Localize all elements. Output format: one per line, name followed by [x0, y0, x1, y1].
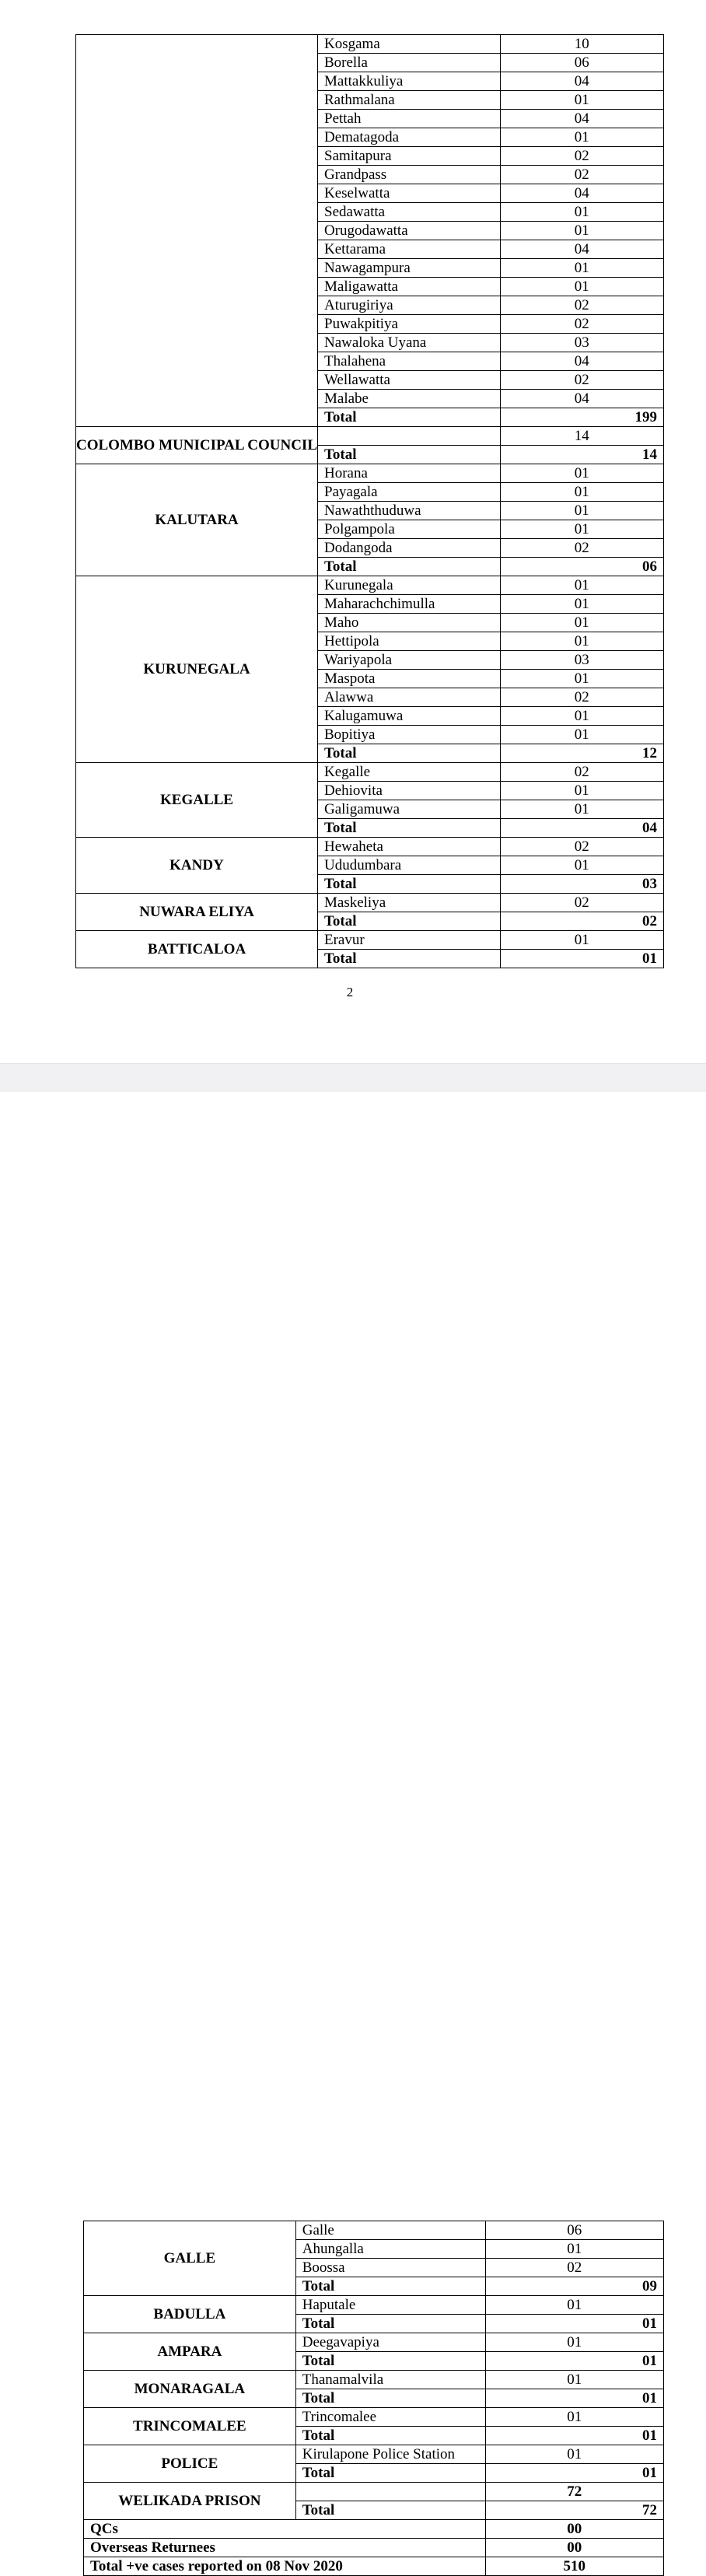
location-name: Boossa — [295, 2259, 485, 2277]
location-name: Maharachchimulla — [318, 595, 501, 614]
location-name: Alawwa — [318, 688, 501, 707]
location-name: Borella — [318, 54, 501, 72]
total-value: 01 — [500, 950, 663, 968]
summary-label: Total +ve cases reported on 08 Nov 2020 — [84, 2557, 486, 2576]
total-label: Total — [318, 408, 501, 427]
case-count: 01 — [500, 856, 663, 875]
district-cases-table-page-1 — [75, 34, 664, 968]
location-name: Grandpass — [318, 166, 501, 184]
location-name: Thalahena — [318, 352, 501, 371]
report-page-1 — [0, 0, 706, 1063]
location-name: Malabe — [318, 390, 501, 408]
case-count: 01 — [500, 595, 663, 614]
location-name: Horana — [318, 464, 501, 483]
total-value: 02 — [500, 912, 663, 931]
case-count: 01 — [500, 782, 663, 800]
case-count: 02 — [500, 371, 663, 390]
location-name: Wellawatta — [318, 371, 501, 390]
district-name: GALLE — [84, 2221, 296, 2296]
total-value: 06 — [500, 558, 663, 576]
location-row — [84, 2408, 664, 2427]
total-label: Total — [318, 912, 501, 931]
location-row — [76, 838, 664, 856]
location-name: Maskeliya — [318, 894, 501, 912]
case-count: 01 — [500, 203, 663, 222]
location-row — [76, 35, 664, 54]
location-name: Galle — [295, 2221, 485, 2240]
total-label: Total — [318, 446, 501, 464]
district-name: KEGALLE — [76, 763, 318, 838]
district-name: MONARAGALA — [84, 2371, 296, 2408]
case-count: 03 — [500, 651, 663, 670]
district-name: KANDY — [76, 838, 318, 894]
case-count: 01 — [500, 800, 663, 819]
location-name: Mattakkuliya — [318, 72, 501, 91]
summary-label: Overseas Returnees — [84, 2539, 486, 2557]
total-value: 72 — [485, 2501, 663, 2520]
district-name: AMPARA — [84, 2333, 296, 2371]
total-value: 01 — [485, 2352, 663, 2371]
total-label: Total — [295, 2427, 485, 2445]
case-count: 01 — [500, 707, 663, 726]
location-row — [84, 2371, 664, 2389]
total-label: Total — [295, 2501, 485, 2520]
case-count: 02 — [500, 166, 663, 184]
case-count: 01 — [500, 259, 663, 278]
location-row — [76, 576, 664, 595]
location-name: Deegavapiya — [295, 2333, 485, 2352]
case-count: 01 — [485, 2408, 663, 2427]
location-name: Kirulapone Police Station — [295, 2445, 485, 2464]
case-count: 01 — [500, 222, 663, 240]
total-label: Total — [295, 2315, 485, 2333]
case-count: 01 — [500, 91, 663, 110]
report-page-2 — [0, 1092, 706, 2574]
case-count: 02 — [500, 296, 663, 315]
summary-value: 00 — [485, 2539, 663, 2557]
total-value: 12 — [500, 744, 663, 763]
case-count: 04 — [500, 184, 663, 203]
case-count: 04 — [500, 240, 663, 259]
location-name: Sedawatta — [318, 203, 501, 222]
case-count: 04 — [500, 390, 663, 408]
district-name: KURUNEGALA — [76, 576, 318, 763]
total-label: Total — [295, 2277, 485, 2296]
location-name: Eravur — [318, 931, 501, 950]
case-count: 01 — [500, 614, 663, 632]
case-count: 10 — [500, 35, 663, 54]
case-count: 01 — [485, 2240, 663, 2259]
case-count: 01 — [485, 2371, 663, 2389]
location-row — [84, 2333, 664, 2352]
summary-value: 510 — [485, 2557, 663, 2576]
total-value: 04 — [500, 819, 663, 838]
total-value: 14 — [500, 446, 663, 464]
location-row — [84, 2221, 664, 2240]
location-name: Polgampola — [318, 520, 501, 539]
total-value: 09 — [485, 2277, 663, 2296]
case-count: 06 — [500, 54, 663, 72]
location-name: Dehiovita — [318, 782, 501, 800]
case-count: 02 — [500, 315, 663, 334]
location-name: Ududumbara — [318, 856, 501, 875]
location-name: Aturugiriya — [318, 296, 501, 315]
total-value: 01 — [485, 2427, 663, 2445]
case-count: 01 — [485, 2296, 663, 2315]
total-label: Total — [318, 744, 501, 763]
location-row — [76, 763, 664, 782]
case-count: 01 — [500, 520, 663, 539]
case-count: 01 — [485, 2333, 663, 2352]
district-name: WELIKADA PRISON — [84, 2483, 296, 2520]
total-value: 199 — [500, 408, 663, 427]
total-label: Total — [295, 2464, 485, 2483]
summary-row — [84, 2520, 664, 2539]
location-name: Wariyapola — [318, 651, 501, 670]
case-count: 01 — [485, 2445, 663, 2464]
case-count: 02 — [500, 539, 663, 558]
district-name: TRINCOMALEE — [84, 2408, 296, 2445]
location-name: Ahungalla — [295, 2240, 485, 2259]
location-name: Payagala — [318, 483, 501, 502]
case-count: 01 — [500, 278, 663, 296]
total-value: 01 — [485, 2315, 663, 2333]
location-name: Hettipola — [318, 632, 501, 651]
location-name: Orugodawatta — [318, 222, 501, 240]
case-count: 02 — [500, 763, 663, 782]
case-count: 72 — [485, 2483, 663, 2501]
location-name: Dodangoda — [318, 539, 501, 558]
total-label: Total — [295, 2389, 485, 2408]
location-name: Nawaththuduwa — [318, 502, 501, 520]
case-count: 04 — [500, 352, 663, 371]
district-name: NUWARA ELIYA — [76, 894, 318, 931]
location-row — [76, 427, 664, 446]
case-count: 01 — [500, 670, 663, 688]
total-label: Total — [318, 819, 501, 838]
case-count: 01 — [500, 726, 663, 744]
location-name: Rathmalana — [318, 91, 501, 110]
case-count: 01 — [500, 464, 663, 483]
location-name: Nawagampura — [318, 259, 501, 278]
case-count: 02 — [500, 147, 663, 166]
location-row — [76, 464, 664, 483]
location-row — [76, 894, 664, 912]
case-count: 14 — [500, 427, 663, 446]
location-name — [318, 427, 501, 446]
case-count: 02 — [500, 894, 663, 912]
location-name: Maho — [318, 614, 501, 632]
summary-value: 00 — [485, 2520, 663, 2539]
total-value: 01 — [485, 2389, 663, 2408]
location-name: Kalugamuwa — [318, 707, 501, 726]
district-name — [76, 35, 318, 427]
location-name: Kosgama — [318, 35, 501, 54]
case-count: 04 — [500, 72, 663, 91]
location-name: Trincomalee — [295, 2408, 485, 2427]
location-name: Haputale — [295, 2296, 485, 2315]
location-name: Dematagoda — [318, 128, 501, 147]
total-label: Total — [318, 558, 501, 576]
summary-label: QCs — [84, 2520, 486, 2539]
location-name: Hewaheta — [318, 838, 501, 856]
summary-row — [84, 2539, 664, 2557]
total-label: Total — [318, 875, 501, 894]
case-count: 01 — [500, 931, 663, 950]
location-row — [84, 2296, 664, 2315]
location-name: Kettarama — [318, 240, 501, 259]
case-count: 01 — [500, 128, 663, 147]
location-name — [295, 2483, 485, 2501]
location-name: Puwakpitiya — [318, 315, 501, 334]
case-count: 03 — [500, 334, 663, 352]
total-value: 03 — [500, 875, 663, 894]
location-name: Kegalle — [318, 763, 501, 782]
case-count: 02 — [500, 838, 663, 856]
district-name: BADULLA — [84, 2296, 296, 2333]
location-name: Maligawatta — [318, 278, 501, 296]
page-separator — [0, 1063, 706, 1093]
district-name: COLOMBO MUNICIPAL COUNCIL — [76, 427, 318, 464]
location-name: Pettah — [318, 110, 501, 128]
case-count: 06 — [485, 2221, 663, 2240]
page-number: 2 — [346, 985, 354, 999]
total-value: 01 — [485, 2464, 663, 2483]
district-name: KALUTARA — [76, 464, 318, 576]
case-count: 01 — [500, 502, 663, 520]
location-name: Nawaloka Uyana — [318, 334, 501, 352]
case-count: 04 — [500, 110, 663, 128]
district-name: BATTICALOA — [76, 931, 318, 968]
location-name: Galigamuwa — [318, 800, 501, 819]
location-row — [84, 2483, 664, 2501]
case-count: 01 — [500, 632, 663, 651]
case-count: 02 — [485, 2259, 663, 2277]
location-name: Samitapura — [318, 147, 501, 166]
location-row — [76, 931, 664, 950]
case-count: 01 — [500, 576, 663, 595]
case-count: 02 — [500, 688, 663, 707]
location-name: Kurunegala — [318, 576, 501, 595]
case-count: 01 — [500, 483, 663, 502]
location-name: Bopitiya — [318, 726, 501, 744]
district-cases-table-page-2 — [83, 2221, 664, 2576]
summary-row — [84, 2557, 664, 2576]
location-name: Thanamalvila — [295, 2371, 485, 2389]
district-name: POLICE — [84, 2445, 296, 2483]
location-name: Maspota — [318, 670, 501, 688]
total-label: Total — [318, 950, 501, 968]
location-name: Keselwatta — [318, 184, 501, 203]
location-row — [84, 2445, 664, 2464]
total-label: Total — [295, 2352, 485, 2371]
